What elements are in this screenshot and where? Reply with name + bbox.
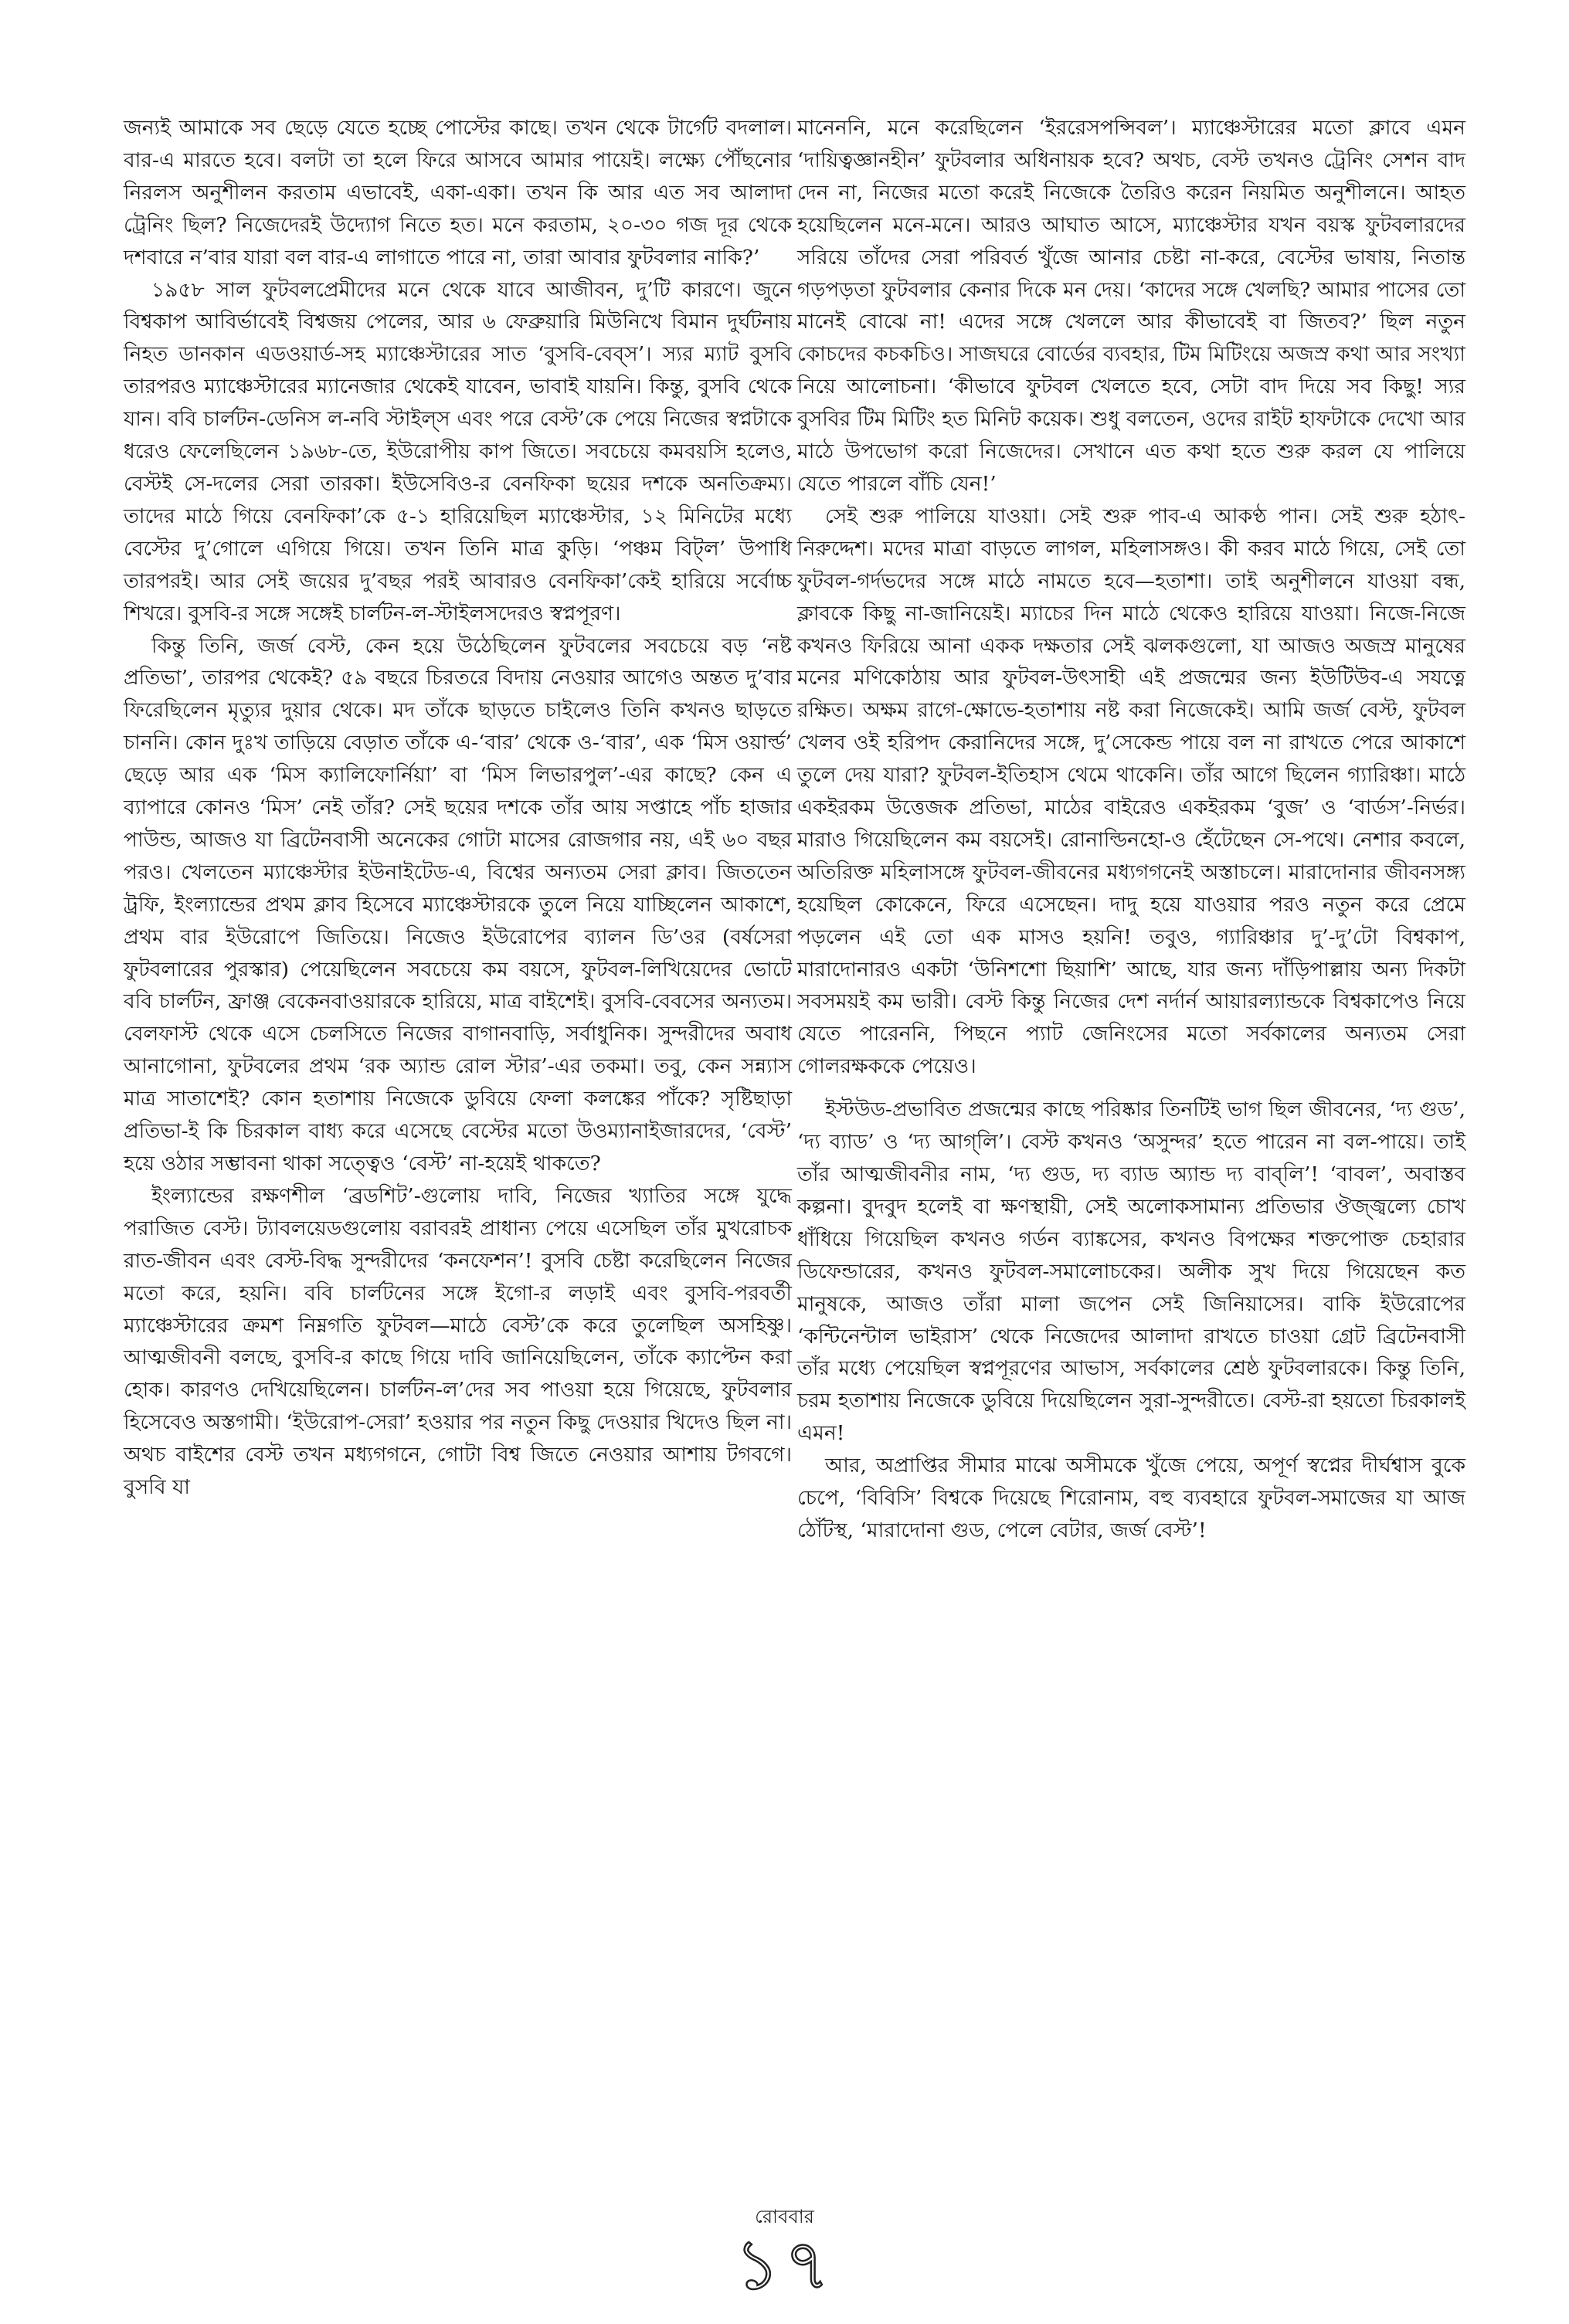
article-paragraph: সেই শুরু পালিয়ে যাওয়া। সেই শুরু পাব-এ আকণ্ঠ পান। সেই শুরু হঠাৎ-নিরুদ্দেশ। মদের মাত্রা বাড়তে লাগল, মহিলাসঙ্গও। কী করব মাঠে গিয়ে, সেই তো ফুটবল-গর্দভদের সঙ্গে মাঠে নামতে হবে—হতাশা। তাই অনুশীলনে যাওয়া বন্ধ, ক্লাবকে কিছু না-জানিয়েই। ম্যাচের দিন মাঠে থেকেও হারিয়ে যাওয়া। নিজে-নিজে কখনও ফিরিয়ে আনা একক দক্ষতার সেই ঝলকগুলো, যা আজও অজস্র মানুষের মনের মণিকোঠায় আর ফুটবল-উৎসাহী এই প্রজন্মের জন্য ইউটিউব-এ সযত্নে রক্ষিত। অক্ষম রাগে-ক্ষোভে-হতাশায় নষ্ট করা নিজেকেই। আমি জর্জ বেস্ট, ফুটবল খেলব ওই হরিপদ কেরানিদের সঙ্গে, দু’সেকেন্ড পায়ে বল না রাখতে পেরে আকাশে তুলে দেয় যারা? ফুটবল-ইতিহাস থেমে থাকেনি। তাঁর আগে ছিলেন গ্যারিঞ্চা। মাঠে একইরকম উত্তেজক প্রতিভা, মাঠের বাইরেও একইরকম ‘বুজ’ ও ‘বার্ডস’-নির্ভর। মারাও গিয়েছিলেন কম বয়সেই। রোনাল্ডিনহো-ও হেঁটেছেন সে-পথে। নেশার কবলে, অতিরিক্ত মহিলাসঙ্গে ফুটবল-জীবনের মধ্যগগনেই অস্তাচলে। মারাদোনার জীবনসঙ্গ্য হয়েছিল কোকেনে, ফিরে এসেছেন। দাদু হয়ে যাওয়ার পরও নতুন করে প্রেমে পড়লেন এই তো এক মাসও হয়নি! তবুও, গ্যারিঞ্চার দু’-দু’টো বিশ্বকাপ, মারাদোনারও একটা ‘উনিশশো ছিয়াশি’ আছে, যার জন্য দাঁড়িপাল্লায় অন্য দিকটা সবসময়ই কম ভারী। বেস্ট কিন্তু নিজের দেশ নর্দার্ন আয়ারল্যান্ডকে বিশ্বকাপেও নিয়ে যেতে পারেননি, পিছনে প্যাট জেনিংসের মতো সর্বকালের অন্যতম সেরা গোলরক্ষককে পেয়েও। — [797, 504, 1465, 1079]
article-paragraph: জন্যই আমাকে সব ছেড়ে যেতে হচ্ছে পোস্টের কাছে। তখন থেকে টার্গেট বদলাল। বার-এ মারতে হবে। বলটা তা হলে ফিরে আসবে আমার পায়েই। লক্ষ্যে পৌঁছনোর নিরলস অনুশীলন করতাম এভাবেই, একা-একা। তখন কি আর এত সব আলাদা ট্রেনিং ছিল? নিজেদেরই উদ্যোগ নিতে হত। মনে করতাম, ২০-৩০ গজ দূর থেকে দশবারে ন’বার যারা বল বার-এ লাগাতে পারে না, তারা আবার ফুটবলার নাকি?’ — [124, 116, 792, 270]
magazine-name: রোববার — [755, 2206, 814, 2227]
page-footer — [0, 2205, 1569, 2305]
article-paragraph: কিন্তু তিনি, জর্জ বেস্ট, কেন হয়ে উঠেছিলেন ফুটবলের সবচেয়ে বড় ‘নষ্ট প্রতিভা’, তারপর থেকেই? ৫৯ বছরে চিরতরে বিদায় নেওয়ার আগেও অন্তত দু’বার ফিরেছিলেন মৃত্যুর দুয়ার থেকে। মদ তাঁকে ছাড়তে চাইলেও তিনি কখনও ছাড়তে চাননি। কোন দুঃখ তাড়িয়ে বেড়াত তাঁকে এ-‘বার’ থেকে ও-‘বার’, এক ‘মিস ওয়ার্ল্ড’ ছেড়ে আর এক ‘মিস ক্যালিফোর্নিয়া’ বা ‘মিস লিভারপুল’-এর কাছে? কেন এ ব্যাপারে কোনও ‘মিস’ নেই তাঁর? সেই ছয়ের দশকে তাঁর আয় সপ্তাহে পাঁচ হাজার পাউন্ড, আজও যা ব্রিটেনবাসী অনেকের গোটা মাসের রোজগার নয়, এই ৬০ বছর পরও। খেলতেন ম্যাঞ্চেস্টার ইউনাইটেড-এ, বিশ্বের অন্যতম সেরা ক্লাব। জিততেন ট্রফি, ইংল্যান্ডের প্রথম ক্লাব হিসেবে ম্যাঞ্চেস্টারকে তুলে নিয়ে যাচ্ছিলেন আকাশে, প্রথম বার ইউরোপে জিতিয়ে। নিজেও ইউরোপের ব্যালন ডি’ওর (বর্ষসেরা ফুটবলারের পুরস্কার) পেয়েছিলেন সবচেয়ে কম বয়সে, ফুটবল-লিখিয়েদের ভোটে ববি চার্লটন, ফ্রাঞ্জ বেকেনবাওয়ারকে হারিয়ে, মাত্র বাইশেই। বুসবি-বেবসের অন্যতম। বেলফাস্ট থেকে এসে চেলসিতে নিজের বাগানবাড়ি, সর্বাধুনিক। সুন্দরীদের অবাধ আনাগোনা, ফুটবলের প্রথম ‘রক অ্যান্ড রোল স্টার’-এর তকমা। তবু, কেন সন্ন্যাস মাত্র সাতাশেই? কোন হতাশায় নিজেকে ডুবিয়ে ফেলা কলঙ্কের পাঁকে? সৃষ্টিছাড়া প্রতিভা-ই কি চিরকাল বাধ্য করে এসেছে বেস্টের মতো উওম্যানাইজারদের, ‘বেস্ট’ হয়ে ওঠার সম্ভাবনা থাকা সত্ত্বেও ‘বেস্ট’ না-হয়েই থাকতে? — [124, 633, 792, 1176]
article-paragraph: ১৯৫৮ সাল ফুটবলপ্রেমীদের মনে থেকে যাবে আজীবন, দু’টি কারণে। জুনে বিশ্বকাপ আবির্ভাবেই বিশ্বজয় পেলের, আর ৬ ফেব্রুয়ারি মিউনিখে বিমান দুর্ঘটনায় নিহত ডানকান এডওয়ার্ড-সহ ম্যাঞ্চেস্টারের সাত ‘বুসবি-বেব্স’। স্যর ম্যাট বুসবি তারপরও ম্যাঞ্চেস্টারের ম্যানেজার থেকেই যাবেন, ভাবাই যায়নি। কিন্তু, বুসবি থেকে যান। ববি চার্লটন-ডেনিস ল-নবি স্টাইল্স এবং পরে বেস্ট’কে পেয়ে নিজের স্বপ্নটাকে ধরেও ফেলেছিলেন ১৯৬৮-তে, ইউরোপীয় কাপ জিতে। সবচেয়ে কমবয়সি হলেও, বেস্টই সে-দলের সেরা তারকা। ইউসেবিও-র বেনফিকা ছয়ের দশকে অনতিক্রম্য। তাদের মাঠে গিয়ে বেনফিকা’কে ৫-১ হারিয়েছিল ম্যাঞ্চেস্টার, ১২ মিনিটের মধ্যে বেস্টের দু’গোলে এগিয়ে গিয়ে। তখন তিনি মাত্র কুড়ি। ‘পঞ্চম বিট্ল’ উপাধি তারপরই। আর সেই জয়ের দু’বছর পরই আবারও বেনফিকা’কেই হারিয়ে সর্বোচ্চ শিখরে। বুসবি-র সঙ্গে সঙ্গেই চার্লটন-ল-স্টাইলসদেরও স্বপ্নপূরণ। — [124, 277, 792, 626]
article-paragraph: ইংল্যান্ডের রক্ষণশীল ‘ব্রডশিট’-গুলোয় দাবি, নিজের খ্যাতির সঙ্গে যুদ্ধে পরাজিত বেস্ট। ট্যাবলয়েডগুলোয় বরাবরই প্রাধান্য পেয়ে এসেছিল তাঁর মুখরোচক রাত-জীবন এবং বেস্ট-বিদ্ধ সুন্দরীদের ‘কনফেশন’! বুসবি চেষ্টা করেছিলেন নিজের মতো করে, হয়নি। ববি চার্লটনের সঙ্গে ইগো-র লড়াই এবং বুসবি-পরবর্তী ম্যাঞ্চেস্টারের ক্রমশ নিম্নগতি ফুটবল—মাঠে বেস্ট’কে করে তুলেছিল অসহিষ্ণু। আত্মজীবনী বলছে, বুসবি-র কাছে গিয়ে দাবি জানিয়েছিলেন, তাঁকে ক্যাপ্টেন করা হোক। কারণও দেখিয়েছিলেন। চার্লটন-ল’দের সব পাওয়া হয়ে গিয়েছে, ফুটবলার হিসেবেও অস্তগামী। ‘ইউরোপ-সেরা’ হওয়ার পর নতুন কিছু দেওয়ার খিদেও ছিল না। অথচ বাইশের বেস্ট তখন মধ্যগগনে, গোটা বিশ্ব জিতে নেওয়ার আশায় টগবগে। বুসবি যা — [124, 1183, 792, 1500]
article-paragraph: মানেননি, মনে করেছিলেন ‘ইররেসপন্সিবল’। ম্যাঞ্চেস্টারের মতো ক্লাবে এমন ‘দায়িত্বজ্ঞানহীন’ ফুটবলার অধিনায়ক হবে? অথচ, বেস্ট তখনও ট্রেনিং সেশন বাদ দেন না, নিজের মতো করেই নিজেকে তৈরিও করেন নিয়মিত অনুশীলনে। আহত হয়েছিলেন মনে-মনে। আরও আঘাত আসে, ম্যাঞ্চেস্টার যখন বয়স্ক ফুটবলারদের সরিয়ে তাঁদের সেরা পরিবর্ত খুঁজে আনার চেষ্টা না-করে, বেস্টের ভাষায়, নিতান্ত গড়পড়তা ফুটবলার কেনার দিকে মন দেয়। ‘কাদের সঙ্গে খেলছি? আমার পাসের তো মানেই বোঝে না! এদের সঙ্গে খেললে আর কীভাবেই বা জিতব?’ ছিল নতুন কোচদের কচকচিও। সাজঘরে বোর্ডের ব্যবহার, টিম মিটিংয়ে অজস্র কথা আর সংখ্যা নিয়ে আলোচনা। ‘কীভাবে ফুটবল খেলতে হবে, সেটা বাদ দিয়ে সব কিছু! স্যর বুসবির টিম মিটিং হত মিনিট কয়েক। শুধু বলতেন, ওদের রাইট হাফটাকে দেখো আর মাঠে উপভোগ করো নিজেদের। সেখানে এত কথা হতে শুরু করল যে পালিয়ে যেতে পারলে বাঁচি যেন!’ — [797, 116, 1465, 496]
article-column-left — [124, 112, 792, 1504]
page-number: ১৭ — [735, 2224, 834, 2305]
article-paragraph: আর, অপ্রাপ্তির সীমার মাঝে অসীমকে খুঁজে পেয়ে, অপূর্ণ স্বপ্নের দীর্ঘশ্বাস বুকে চেপে, ‘বিবিসি’ বিশ্বকে দিয়েছে শিরোনাম, বহু ব্যবহারে ফুটবল-সমাজের যা আজ ঠোঁটস্থ, ‘মারাদোনা গুড, পেলে বেটার, জর্জ বেস্ট’! — [797, 1454, 1465, 1542]
article-column-right — [797, 112, 1465, 1547]
article-paragraph: ইস্টউড-প্রভাবিত প্রজন্মের কাছে পরিষ্কার তিনটিই ভাগ ছিল জীবনের, ‘দ্য গুড’, ‘দ্য ব্যাড’ ও ‘দ্য আগ্‌লি’। বেস্ট কখনও ‘অসুন্দর’ হতে পারেন না বল-পায়ে। তাই তাঁর আত্মজীবনীর নাম, ‘দ্য গুড, দ্য ব্যাড অ্যান্ড দ্য বাব্‌লি’! ‘বাবল’, অবাস্তব কল্পনা। বুদবুদ হলেই বা ক্ষণস্থায়ী, সেই অলোকসামান্য প্রতিভার ঔজ্জ্বল্যে চোখ ধাঁধিয়ে গিয়েছিল কখনও গর্ডন ব্যাঙ্কসের, কখনও বিপক্ষের শক্তপোক্ত চেহারার ডিফেন্ডারের, কখনও ফুটবল-সমালোচকের। অলীক সুখ দিয়ে গিয়েছেন কত মানুষকে, আজও তাঁরা মালা জপেন সেই জিনিয়াসের। বাকি ইউরোপের ‘কন্টিনেন্টাল ভাইরাস’ থেকে নিজেদের আলাদা রাখতে চাওয়া গ্রেট ব্রিটেনবাসী তাঁর মধ্যে পেয়েছিল স্বপ্নপূরণের আভাস, সর্বকালের শ্রেষ্ঠ ফুটবলারকে। কিন্তু তিনি, চরম হতাশায় নিজেকে ডুবিয়ে দিয়েছিলেন সুরা-সুন্দরীতে। বেস্ট-রা হয়তো চিরকালই এমন! — [797, 1098, 1465, 1446]
